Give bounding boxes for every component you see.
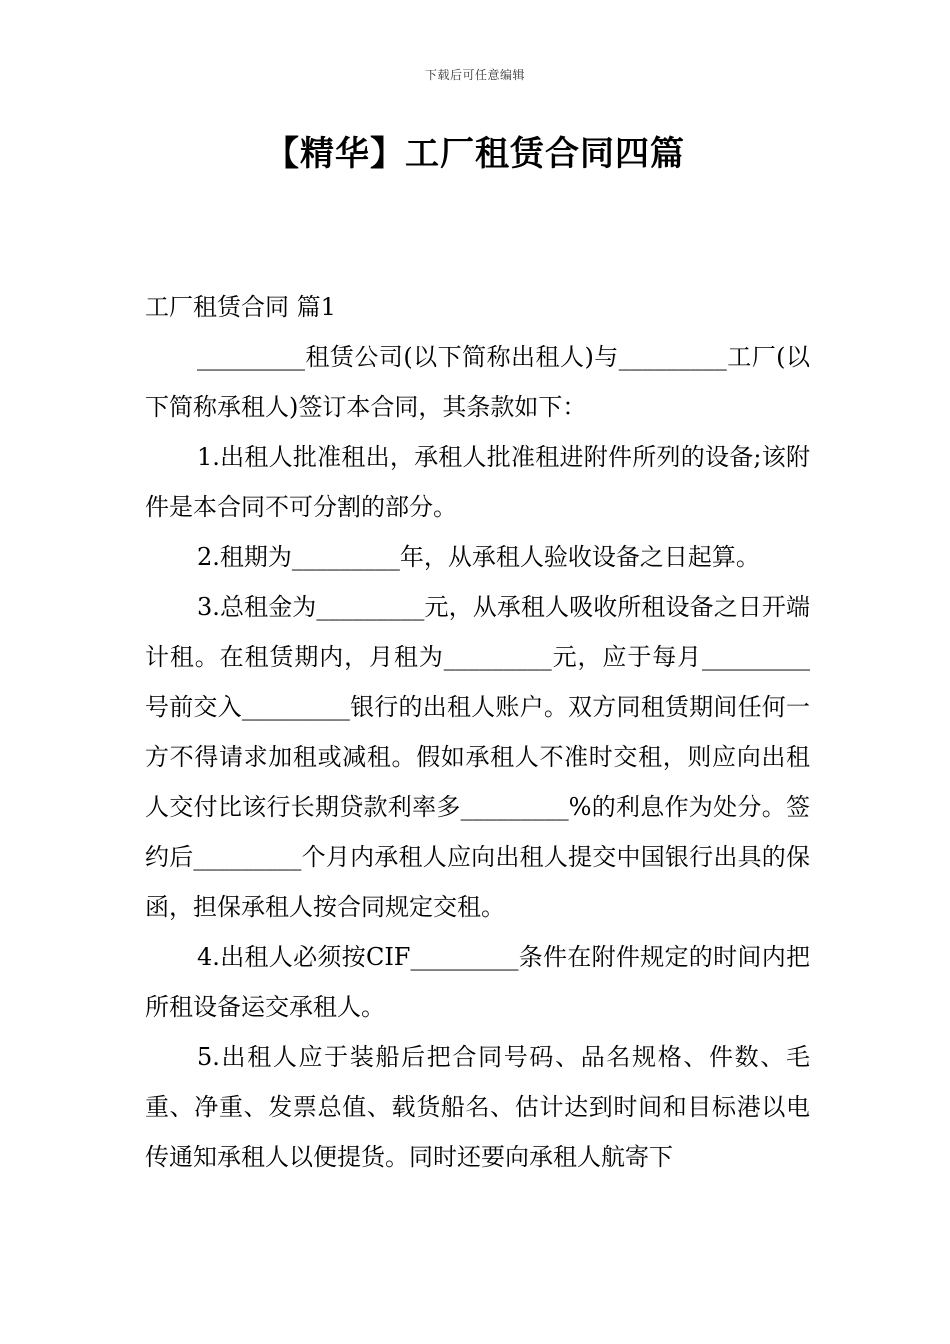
- paragraph-clause-2: 2.租期为_________年，从承租人验收设备之日起算。: [197, 543, 760, 571]
- paragraph-clause-4: 4.出租人必须按CIF_________条件在附件规定的时间内把所租设备运交承租人。: [145, 943, 810, 1021]
- paragraph-clause-3: 3.总租金为_________元，从承租人吸收所租设备之日开端计租。在租赁期内，月租为_________元，应于每月_________号前交入_________银行的出租人账户。双方同租赁期间任何一方不得请求加租或减租。假如承租人不准时交租，则应向出租人交付比该行长期贷款利率多_________%的利息作为处分。签约后_________个月内承租人应向出租人提交中国银行出具的保函，担保承租人按合同规定交租。: [145, 593, 810, 921]
- paragraph-intro: _________租赁公司(以下简称出租人)与_________工厂(以下简称承租人)签订本合同，其条款如下：: [145, 343, 810, 421]
- header-note: 下载后可任意编辑: [424, 68, 525, 82]
- document-title: 【精华】工厂租赁合同四篇: [265, 134, 685, 174]
- paragraph-clause-1: 1.出租人批准租出，承租人批准租进附件所列的设备;该附件是本合同不可分割的部分。: [145, 443, 810, 521]
- document-body: [145, 282, 810, 1182]
- paragraph-clause-5: 5.出租人应于装船后把合同号码、品名规格、件数、毛重、净重、发票总值、载货船名、估计达到时间和目标港以电传通知承租人以便提货。同时还要向承租人航寄下: [145, 1043, 810, 1171]
- section-heading: 工厂租赁合同 篇1: [145, 293, 336, 321]
